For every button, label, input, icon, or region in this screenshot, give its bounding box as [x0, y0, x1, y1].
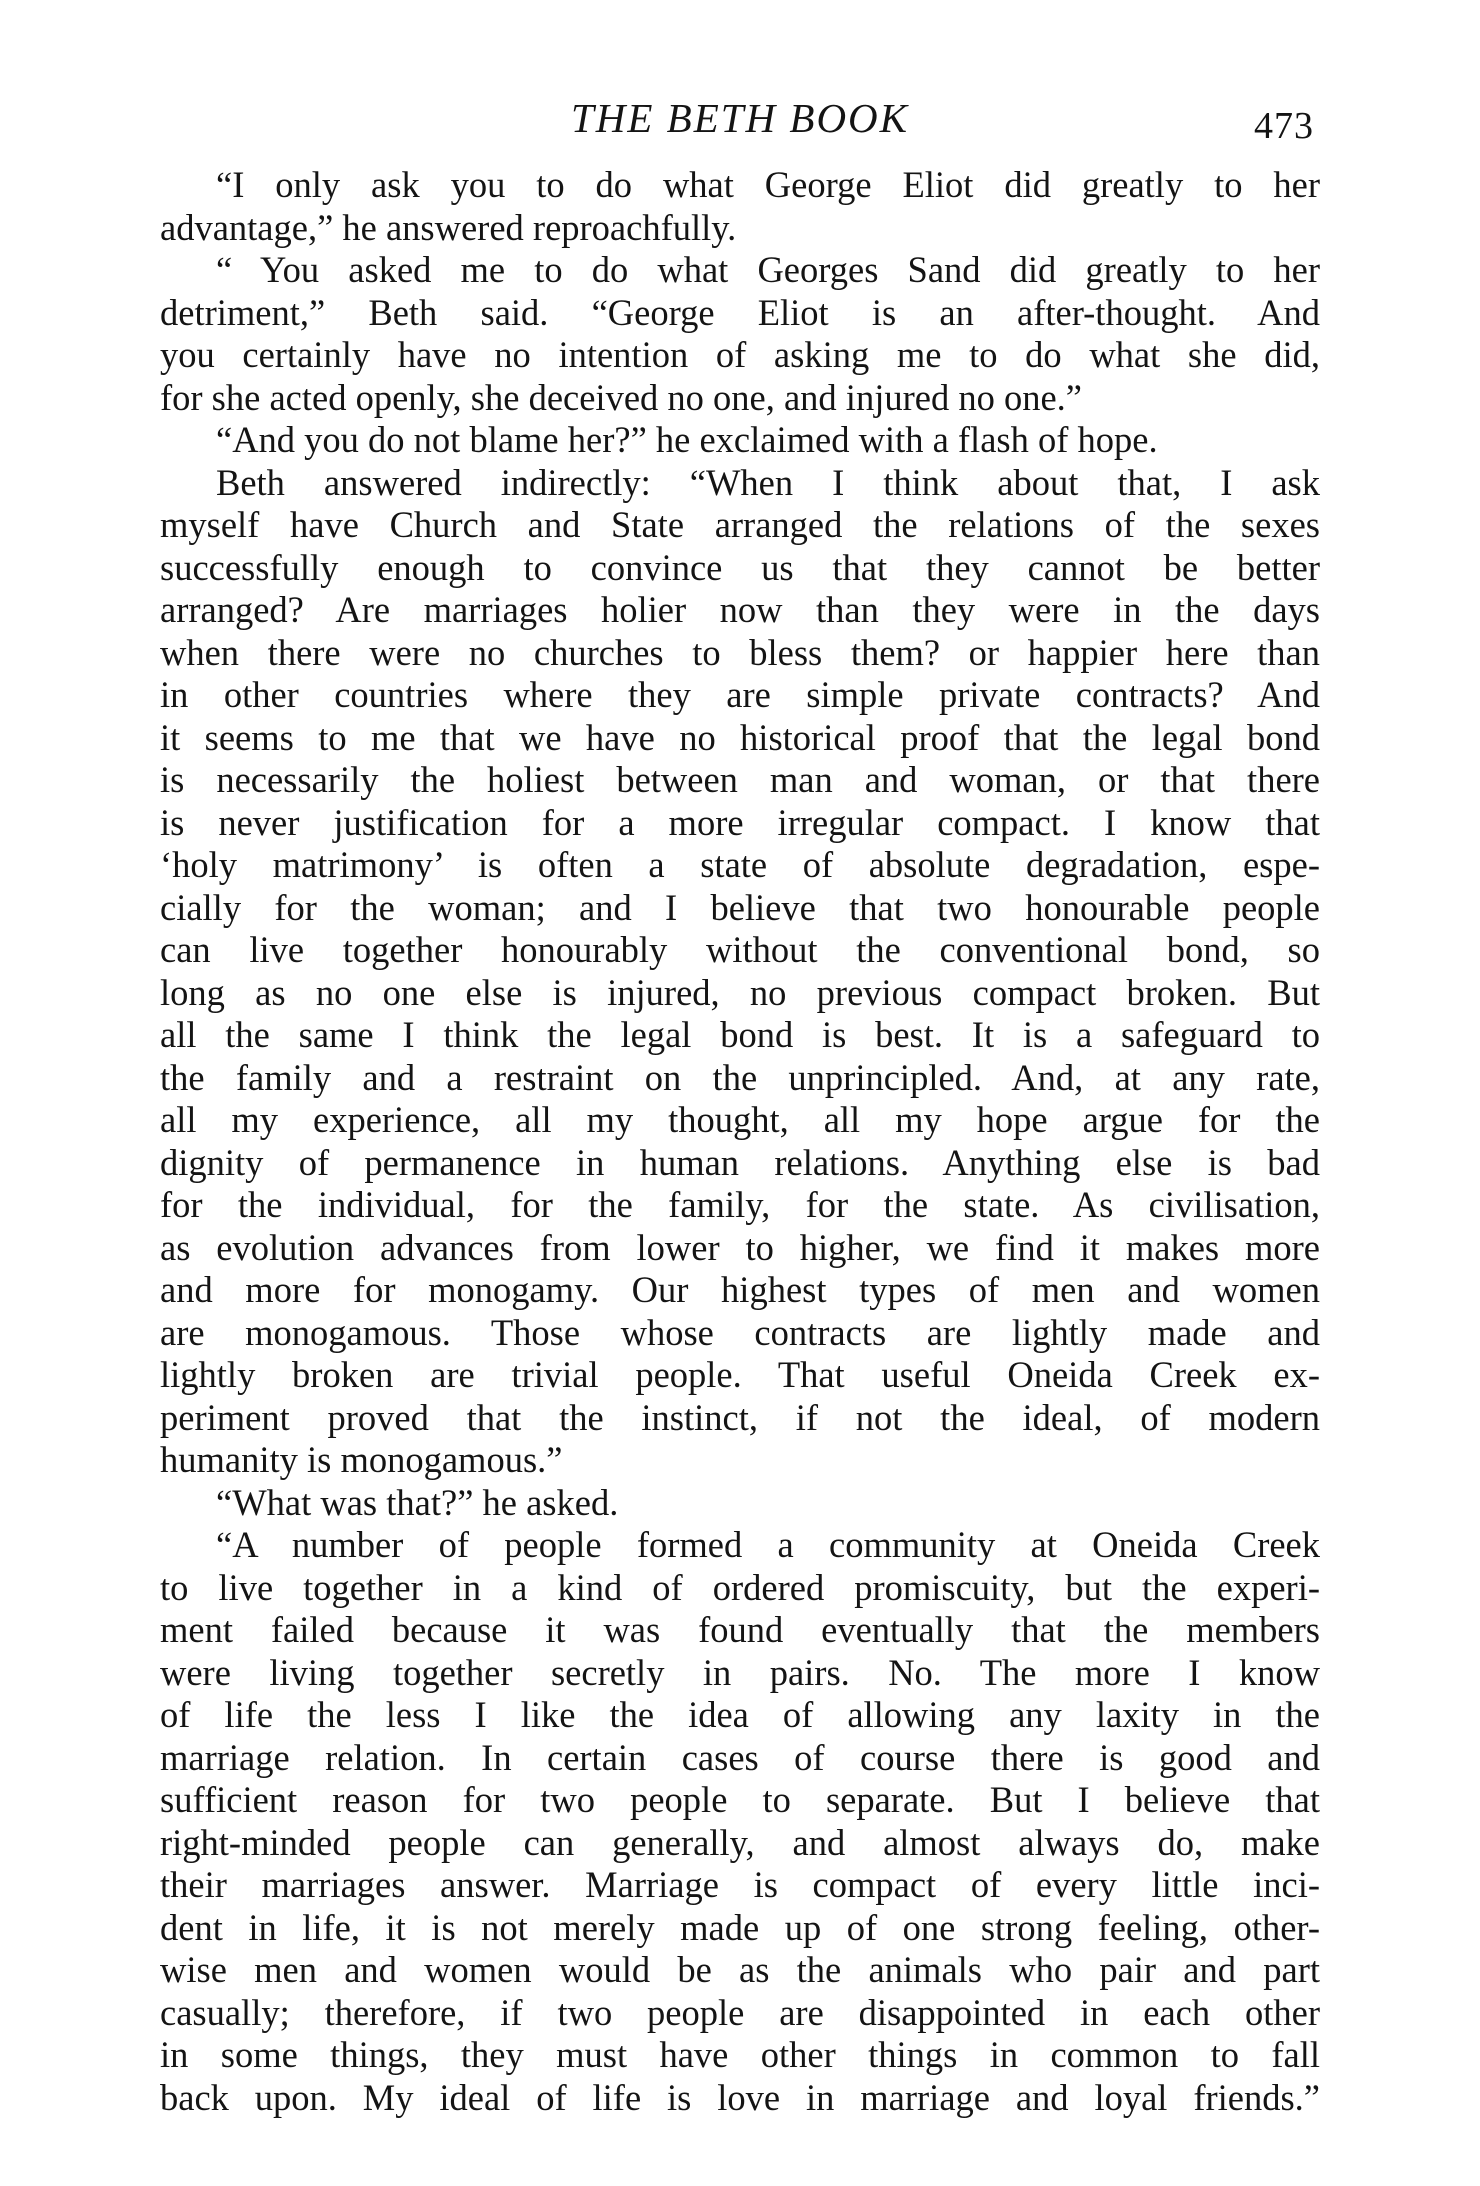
text-line: in other countries where they are simple private contracts? And — [160, 674, 1320, 715]
text-line: it seems to me that we have no historical proof that the legal bond — [160, 716, 1320, 758]
text-line: all my experience, all my thought, all my hope argue for the — [160, 1099, 1320, 1140]
text-line: when there were no churches to bless them? or happier here than — [160, 631, 1320, 673]
text-line: “ You asked me to do what Georges Sand did greatly to her — [216, 249, 1320, 290]
page-number: 473 — [1254, 105, 1314, 147]
text-line: is necessarily the holiest between man and woman, or that there — [160, 759, 1320, 800]
text-line: humanity is monogamous.” — [160, 1439, 563, 1480]
text-line: right-minded people can generally, and almost always do, make — [160, 1821, 1320, 1863]
body-text — [160, 164, 1320, 2119]
text-line: for the individual, for the family, for the state. As civilisation, — [160, 1184, 1320, 1225]
text-line: the family and a restraint on the unprincipled. And, at any rate, — [160, 1056, 1320, 1098]
text-line: advantage,” he answered reproachfully. — [160, 206, 737, 248]
text-line: are monogamous. Those whose contracts are lightly made and — [160, 1311, 1320, 1353]
text-line: all the same I think the legal bond is best. It is a safeguard to — [160, 1014, 1320, 1055]
text-line: ment failed because it was found eventually that the members — [160, 1609, 1320, 1650]
text-line: cially for the woman; and I believe that two honourable people — [160, 886, 1320, 928]
text-line: can live together honourably without the conventional bond, so — [160, 929, 1320, 970]
text-line: detriment,” Beth said. “George Eliot is an after-thought. And — [160, 291, 1320, 333]
running-head — [160, 88, 1320, 148]
text-line: back upon. My ideal of life is love in marriage and loyal friends.” — [160, 2076, 1320, 2118]
text-line: were living together secretly in pairs. No. The more I know — [160, 1651, 1320, 1693]
text-line: “And you do not blame her?” he exclaimed with a flash of hope. — [216, 419, 1158, 460]
text-line: of life the less I like the idea of allowing any laxity in the — [160, 1694, 1320, 1735]
text-line: for she acted openly, she deceived no one, and injured no one.” — [160, 376, 1082, 418]
running-title: THE BETH BOOK — [570, 95, 910, 141]
text-line: long as no one else is injured, no previous compact broken. But — [160, 971, 1320, 1013]
text-line: as evolution advances from lower to higher, we find it makes more — [160, 1226, 1320, 1268]
text-line: “I only ask you to do what George Eliot did greatly to her — [216, 164, 1320, 205]
text-line: marriage relation. In certain cases of course there is good and — [160, 1736, 1320, 1778]
text-line: wise men and women would be as the animals who pair and part — [160, 1949, 1320, 1990]
text-line: their marriages answer. Marriage is compact of every little inci- — [160, 1864, 1320, 1905]
text-line: “What was that?” he asked. — [216, 1481, 619, 1523]
text-line: dent in life, it is not merely made up of one strong feeling, other- — [160, 1906, 1320, 1948]
text-line: ‘holy matrimony’ is often a state of absolute degradation, espe- — [160, 844, 1320, 885]
text-line: Beth answered indirectly: “When I think about that, I ask — [216, 461, 1320, 503]
text-line: arranged? Are marriages holier now than they were in the days — [160, 589, 1320, 630]
text-line: in some things, they must have other things in common to fall — [160, 2034, 1320, 2075]
text-line: “A number of people formed a community at Oneida Creek — [216, 1524, 1320, 1565]
text-line: lightly broken are trivial people. That useful Oneida Creek ex- — [160, 1354, 1320, 1395]
book-page — [160, 0, 1320, 2186]
text-line: successfully enough to convince us that they cannot be better — [160, 546, 1320, 588]
text-line: myself have Church and State arranged the relations of the sexes — [160, 504, 1320, 545]
text-line: dignity of permanence in human relations. Anything else is bad — [160, 1141, 1320, 1183]
text-line: to live together in a kind of ordered promiscuity, but the experi- — [160, 1566, 1320, 1608]
text-line: sufficient reason for two people to separate. But I believe that — [160, 1779, 1320, 1820]
text-line: casually; therefore, if two people are disappointed in each other — [160, 1991, 1320, 2033]
text-line: periment proved that the instinct, if not the ideal, of modern — [160, 1396, 1320, 1438]
text-line: you certainly have no intention of asking me to do what she did, — [160, 334, 1320, 375]
text-line: and more for monogamy. Our highest types of men and women — [160, 1269, 1320, 1310]
text-line: is never justification for a more irregular compact. I know that — [160, 801, 1320, 843]
